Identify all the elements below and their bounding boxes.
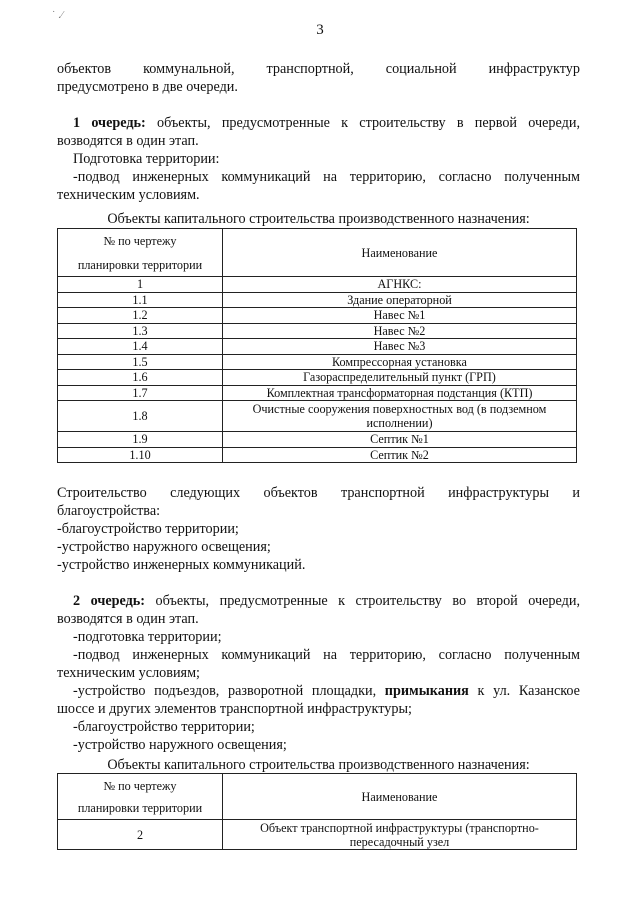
table1-col1-header: [58, 229, 223, 277]
table1: [57, 228, 577, 463]
table-row: [58, 339, 577, 355]
table-row: [58, 354, 577, 370]
table-row: [58, 323, 577, 339]
transport-word: и: [572, 485, 580, 501]
table2: [57, 773, 577, 850]
col1-header-line: № по чертежу: [103, 233, 177, 248]
transport-line-2: благоустройства:: [57, 503, 161, 519]
transport-word: следующих: [170, 485, 241, 501]
stage1-heading-text: объекты, предусмотренные к строительству в первой очереди, возводятся в один этап.: [57, 115, 580, 149]
transport-word: транспортной: [340, 485, 425, 501]
transport-word: Строительство: [57, 485, 147, 501]
transport-word: инфраструктуры: [448, 485, 549, 501]
stage2-item3-bold: примыкания: [384, 683, 469, 699]
col1-header-line: № по чертежу: [103, 778, 177, 793]
table-row: [58, 385, 577, 401]
stage2-item3-part: -устройство подъездов, разворотной площадки,: [73, 683, 385, 699]
table-row: [58, 370, 577, 386]
row-number: 2: [58, 820, 223, 850]
intro-word: коммунальной,: [143, 61, 235, 77]
page-number: 3: [316, 22, 324, 38]
transport-item: -устройство инженерных коммуникаций.: [57, 557, 306, 573]
stage2-heading: [57, 592, 580, 628]
col1-header-line: планировки территории: [77, 257, 203, 272]
stage2-heading-text: объекты, предусмотренные к строительству во второй очереди, возводятся в один этап.: [57, 593, 580, 627]
table2-body: [58, 820, 577, 850]
intro-word: объектов: [57, 61, 112, 77]
intro-line-2: предусмотрено в две очереди.: [57, 79, 238, 95]
intro-word: социальной: [385, 61, 457, 77]
row-name: Газораспределительный пункт (ГРП): [223, 370, 577, 386]
transport-word: объектов: [263, 485, 318, 501]
intro-line-1: [57, 60, 580, 78]
table-row: [58, 292, 577, 308]
transport-line-1: [57, 484, 580, 502]
row-number: 1.3: [58, 323, 223, 339]
intro-paragraph: [57, 60, 580, 96]
stage1-label: 1 очередь:: [73, 115, 146, 131]
row-name: АГНКС:: [223, 277, 577, 293]
row-number: 1.1: [58, 292, 223, 308]
intro-word: транспортной,: [266, 61, 354, 77]
stage1-heading: [57, 114, 580, 150]
intro-word: инфраструктур: [488, 61, 580, 77]
stage2-item: -устройство наружного освещения;: [73, 737, 287, 753]
row-name: Объект транспортной инфраструктуры (транспортно-пересадочный узел: [223, 820, 577, 850]
table-row: [58, 820, 577, 850]
row-name: Очистные сооружения поверхностных вод (в подземном исполнении): [223, 401, 577, 432]
row-name: Комплектная трансформаторная подстанция (КТП): [223, 385, 577, 401]
table1-caption: Объекты капитального строительства производственного назначения:: [107, 211, 530, 227]
row-name: Компрессорная установка: [223, 354, 577, 370]
row-name: Навес №3: [223, 339, 577, 355]
table1-col2-header: Наименование: [223, 229, 577, 277]
scan-mark: ˙ ․⁄: [52, 10, 63, 21]
row-number: 1.4: [58, 339, 223, 355]
transport-item: -устройство наружного освещения;: [57, 539, 271, 555]
row-number: 1.9: [58, 432, 223, 448]
row-number: 1.6: [58, 370, 223, 386]
table1-header-row: [58, 229, 577, 277]
row-name: Септик №2: [223, 447, 577, 463]
col1-header-line: планировки территории: [77, 800, 203, 815]
stage1-section: [57, 114, 580, 204]
table-row: [58, 277, 577, 293]
stage1-prep: Подготовка территории:: [73, 151, 220, 167]
table2-header-row: [58, 774, 577, 820]
row-number: 1.5: [58, 354, 223, 370]
stage2-item3-part: к ул. Казанское шоссе и других элементов транспортной инфраструктуры;: [57, 683, 580, 717]
table1-body: [58, 277, 577, 463]
stage2-item: -подготовка территории;: [73, 629, 222, 645]
transport-section: [57, 484, 580, 574]
stage2-section: [57, 592, 580, 754]
row-number: 1.8: [58, 401, 223, 432]
row-name: Навес №1: [223, 308, 577, 324]
stage2-label: 2 очередь:: [73, 593, 146, 609]
table-row: [58, 308, 577, 324]
table-row: [58, 432, 577, 448]
row-number: 1.7: [58, 385, 223, 401]
row-number: 1.2: [58, 308, 223, 324]
stage2-item: -подвод инженерных коммуникаций на территорию, согласно полученным техническим условиям;: [57, 647, 580, 681]
table2-col1-header: [58, 774, 223, 820]
row-name: Септик №1: [223, 432, 577, 448]
table-row: [58, 447, 577, 463]
table2-col2-header: Наименование: [223, 774, 577, 820]
stage1-item: -подвод инженерных коммуникаций на территорию, согласно полученным техническим условиям.: [57, 169, 580, 203]
row-number: 1.10: [58, 447, 223, 463]
row-name: Здание операторной: [223, 292, 577, 308]
table-row: [58, 401, 577, 432]
stage2-item: -благоустройство территории;: [73, 719, 255, 735]
row-name: Навес №2: [223, 323, 577, 339]
row-number: 1: [58, 277, 223, 293]
table2-caption: Объекты капитального строительства производственного назначения:: [107, 757, 530, 773]
stage2-item: [57, 682, 580, 718]
transport-item: -благоустройство территории;: [57, 521, 239, 537]
